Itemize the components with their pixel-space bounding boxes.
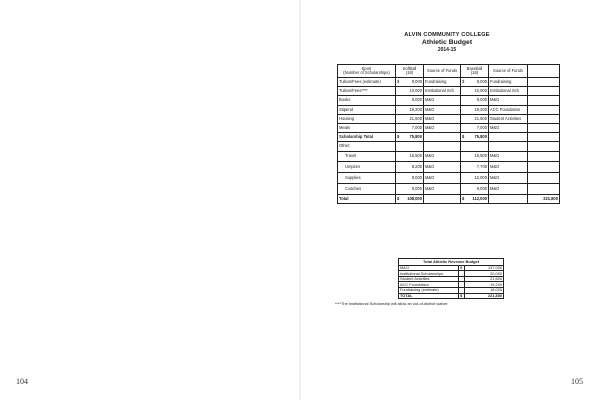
table-row: [338, 133, 560, 142]
row-label: Travel: [338, 151, 396, 162]
softball-amount: 108,000: [402, 194, 424, 203]
table-row: [338, 173, 560, 184]
column-header-baseball: Baseball (18): [461, 65, 489, 78]
softball-currency: $: [396, 133, 402, 142]
softball-amount: 7,000: [402, 123, 424, 132]
softball-amount: 9,000: [402, 183, 424, 194]
revenue-amount: 221,800: [465, 293, 504, 299]
baseball-amount: 7,700: [467, 162, 489, 173]
softball-amount: 8,000: [402, 173, 424, 184]
grand-total-cell: [528, 183, 560, 194]
baseball-source: [489, 142, 528, 151]
grand-total-cell: [528, 78, 560, 87]
table-row: [338, 194, 560, 203]
baseball-amount: 12,000: [467, 173, 489, 184]
softball-source: Fundraising: [424, 78, 461, 87]
softball-amount: [402, 142, 424, 151]
table-row: [338, 105, 560, 114]
row-label: Total: [338, 194, 396, 203]
revenue-budget-table: [398, 258, 504, 299]
softball-currency: $: [396, 78, 402, 87]
grand-total-cell: [528, 123, 560, 132]
column-header-softball: Softball (18): [396, 65, 424, 78]
revenue-label: Institutional Scholarships: [399, 271, 459, 277]
table-row: [338, 78, 560, 87]
baseball-currency: $: [461, 133, 467, 142]
softball-source: M&O: [424, 183, 461, 194]
baseball-source: M&O: [489, 162, 528, 173]
grand-total-cell: [528, 151, 560, 162]
footnote: ****The Institutional Scholarship will allow an out-of-district waiver.: [335, 301, 449, 306]
baseball-amount: 75,800: [467, 133, 489, 142]
baseball-amount: 112,000: [467, 194, 489, 203]
row-label: Other:: [338, 142, 396, 151]
baseball-amount: 10,000: [467, 87, 489, 96]
budget-table-body: [338, 78, 560, 204]
softball-amount: 9,000: [402, 96, 424, 105]
revenue-amount: 20,000: [465, 271, 504, 277]
table-row: [338, 183, 560, 194]
baseball-source: ACC Foundation: [489, 105, 528, 114]
baseball-amount: 21,600: [467, 114, 489, 123]
row-label: Meals: [338, 123, 396, 132]
grand-total-cell: [528, 96, 560, 105]
revenue-label: ACC Foundation: [399, 282, 459, 288]
row-label: Tuition/Fees****: [338, 87, 396, 96]
softball-amount: 19,200: [402, 105, 424, 114]
softball-source: [424, 133, 461, 142]
grand-total-cell: [528, 87, 560, 96]
table-row: [338, 162, 560, 173]
revenue-amount: 19,200: [465, 282, 504, 288]
revenue-label: Fundraising (estimate): [399, 287, 459, 293]
table-row: [338, 96, 560, 105]
softball-source: M&O: [424, 123, 461, 132]
baseball-amount: [467, 142, 489, 151]
row-label: Stipend: [338, 105, 396, 114]
softball-source: [424, 142, 461, 151]
revenue-label: M&O: [399, 265, 459, 271]
row-label: Scholarship Total: [338, 133, 396, 142]
softball-source: M&O: [424, 96, 461, 105]
athletic-budget-table: [337, 64, 560, 204]
column-header-source: Source of Funds: [489, 65, 528, 78]
revenue-currency: $: [459, 265, 465, 271]
revenue-amount: 137,000: [465, 265, 504, 271]
baseball-source: M&O: [489, 183, 528, 194]
baseball-amount: 19,200: [467, 105, 489, 114]
row-label: Housing: [338, 114, 396, 123]
row-label: Books: [338, 96, 396, 105]
softball-amount: 16,500: [402, 151, 424, 162]
grand-total-cell: [528, 142, 560, 151]
baseball-source: Institutional Sch: [489, 87, 528, 96]
baseball-currency: $: [461, 194, 467, 203]
revenue-label: TOTAL: [399, 293, 459, 299]
college-name: ALVIN COMMUNITY COLLEGE: [404, 32, 490, 38]
column-header-sport: Sport (Number of Scholarships): [338, 65, 396, 78]
softball-source: M&O: [424, 173, 461, 184]
softball-source: Institutional Sch: [424, 87, 461, 96]
baseball-source: [489, 133, 528, 142]
table-row: [338, 142, 560, 151]
document-header: [327, 32, 567, 54]
row-label: Coaches: [338, 183, 396, 194]
baseball-source: Fundraising: [489, 78, 528, 87]
softball-amount: 21,600: [402, 114, 424, 123]
table-row: [338, 114, 560, 123]
table-header-row: [338, 65, 560, 78]
document-title: Athletic Budget: [421, 38, 473, 46]
column-header-source: Source of Funds: [424, 65, 461, 78]
page-number-right: 105: [571, 377, 583, 386]
baseball-amount: 9,000: [467, 78, 489, 87]
softball-source: M&O: [424, 105, 461, 114]
row-label: Tuition/Fees (estimate): [338, 78, 396, 87]
scanned-budget-document: [327, 32, 567, 306]
page-number-left: 104: [16, 377, 28, 386]
fiscal-year: 2014-15: [437, 47, 457, 54]
baseball-currency: $: [461, 78, 467, 87]
revenue-amount: 18,000: [465, 287, 504, 293]
softball-source: [424, 194, 461, 203]
revenue-table-title: Total Athletic Revenue Budget: [399, 259, 504, 266]
grand-total-cell: [528, 105, 560, 114]
revenue-amount: 21,600: [465, 276, 504, 282]
softball-source: M&O: [424, 151, 461, 162]
softball-amount: 75,800: [402, 133, 424, 142]
revenue-row: [399, 293, 504, 299]
softball-currency: $: [396, 194, 402, 203]
grand-total-cell: [528, 173, 560, 184]
row-label: Supplies: [338, 173, 396, 184]
softball-amount: 8,200: [402, 162, 424, 173]
table-row: [338, 151, 560, 162]
grand-total-cell: [528, 133, 560, 142]
baseball-amount: 7,000: [467, 123, 489, 132]
revenue-currency: $: [459, 293, 465, 299]
baseball-source: M&O: [489, 173, 528, 184]
baseball-amount: 16,500: [467, 151, 489, 162]
softball-source: M&O: [424, 114, 461, 123]
table-row: [338, 123, 560, 132]
table-row: [338, 87, 560, 96]
grand-total-cell: 221,800: [528, 194, 560, 203]
column-header-total: [528, 65, 560, 78]
baseball-source: Student Activities: [489, 114, 528, 123]
revenue-table-body: [399, 259, 504, 299]
softball-amount: 10,000: [402, 87, 424, 96]
revenue-label: Student Activities: [399, 276, 459, 282]
baseball-amount: 9,000: [467, 96, 489, 105]
baseball-amount: 9,000: [467, 183, 489, 194]
grand-total-cell: [528, 162, 560, 173]
softball-amount: 9,000: [402, 78, 424, 87]
softball-source: M&O: [424, 162, 461, 173]
baseball-source: M&O: [489, 123, 528, 132]
row-label: Umpires: [338, 162, 396, 173]
baseball-source: M&O: [489, 96, 528, 105]
baseball-source: [489, 194, 528, 203]
grand-total-cell: [528, 114, 560, 123]
baseball-source: M&O: [489, 151, 528, 162]
left-page: [0, 0, 299, 400]
